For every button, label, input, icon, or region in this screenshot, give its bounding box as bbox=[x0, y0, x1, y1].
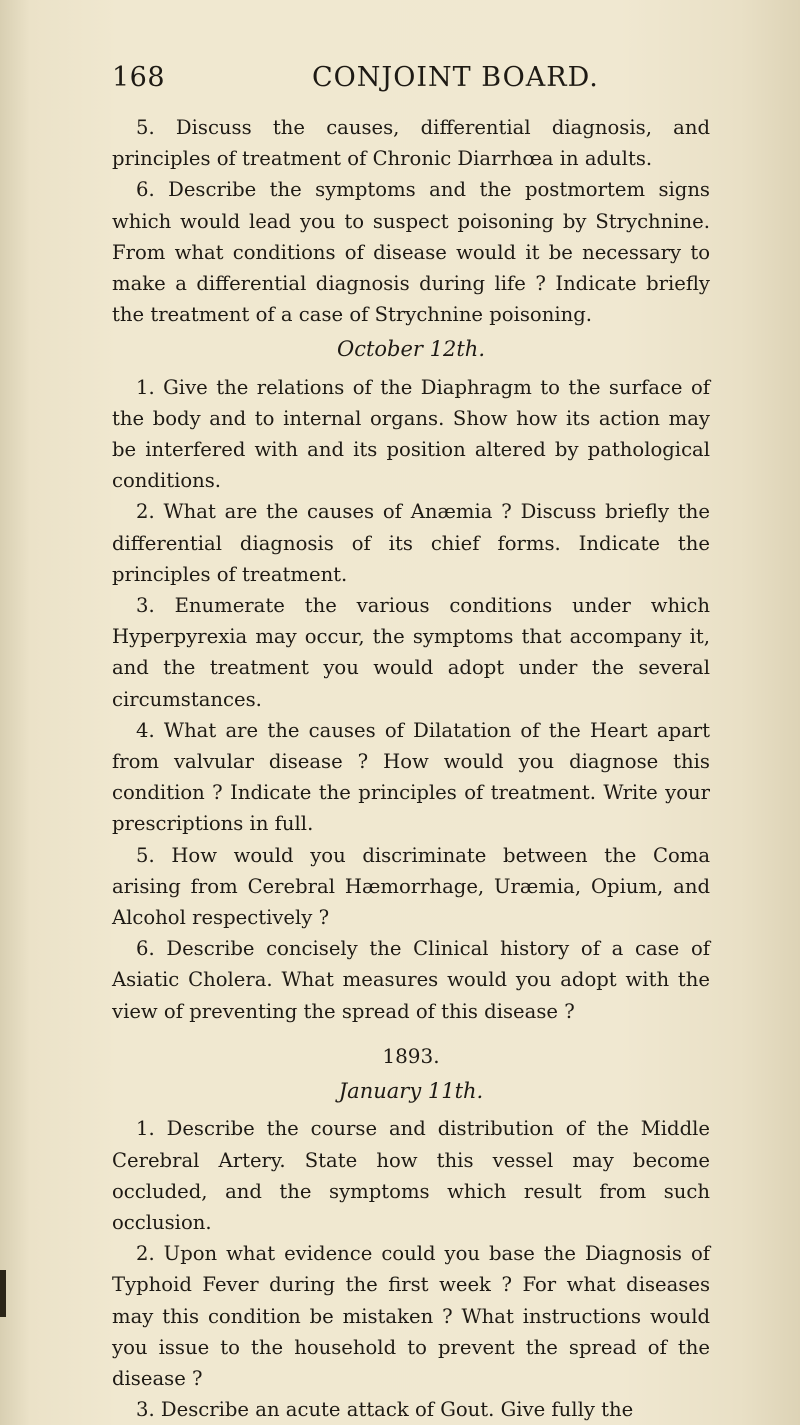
question-item: 6. Describe the symptoms and the postmortem signs which would lead you to suspect poisoning by Strychnine. From what conditions of disease would it be necessary to make a differential diagnosis during life ? Indicate briefly the treatment of a case of Strychnine poisoning. bbox=[112, 178, 710, 327]
section-date-january: January 11th. bbox=[338, 1079, 484, 1104]
question-item: 1. Give the relations of the Diaphragm to the surface of the body and to internal organs. Show how its action may be interfered with and its position altered by pathological conditions. bbox=[112, 375, 710, 493]
question-item: 6. Describe concisely the Clinical history of a case of Asiatic Cholera. What measures would you adopt with the view of preventing the spread of this disease ? bbox=[112, 937, 710, 1023]
running-title: CONJOINT BOARD. bbox=[312, 62, 599, 93]
page-edge-mark bbox=[0, 1270, 6, 1317]
page-number: 168 bbox=[112, 62, 166, 93]
question-item: 4. What are the causes of Dilatation of the Heart apart from valvular disease ? How would you diagnose this condition ? Indicate the principles of treatment. Write your prescriptions in full. bbox=[112, 718, 710, 836]
question-item: 3. Describe an acute attack of Gout. Give fully the bbox=[136, 1398, 634, 1422]
question-item: 5. How would you discriminate between the Coma arising from Cerebral Hæmorrhage, Uræmia, Opium, and Alcohol respectively ? bbox=[112, 843, 710, 930]
question-item: 2. What are the causes of Anæmia ? Discuss briefly the differential diagnosis of its chief forms. Indicate the principles of treatment. bbox=[112, 500, 710, 586]
section-year: 1893. bbox=[382, 1043, 440, 1068]
question-item: 2. Upon what evidence could you base the Diagnosis of Typhoid Fever during the first week ? For what diseases may this condition be mistaken ? What instructions would you issue to the household to prevent the spread of the disease ? bbox=[112, 1242, 710, 1390]
section-date-october: October 12th. bbox=[336, 337, 485, 362]
question-item: 3. Enumerate the various conditions under which Hyperpyrexia may occur, the symptoms that accompany it, and the treatment you would adopt under the several circumstances. bbox=[112, 594, 710, 711]
page-body bbox=[112, 112, 710, 1425]
running-head bbox=[112, 62, 710, 102]
question-item: 5. Discuss the causes, differential diagnosis, and principles of treatment of Chronic Diarrhœa in adults. bbox=[112, 116, 710, 171]
question-item: 1. Describe the course and distribution of the Middle Cerebral Artery. State how this vessel may become occluded, and the symptoms which result from such occlusion. bbox=[112, 1117, 710, 1234]
